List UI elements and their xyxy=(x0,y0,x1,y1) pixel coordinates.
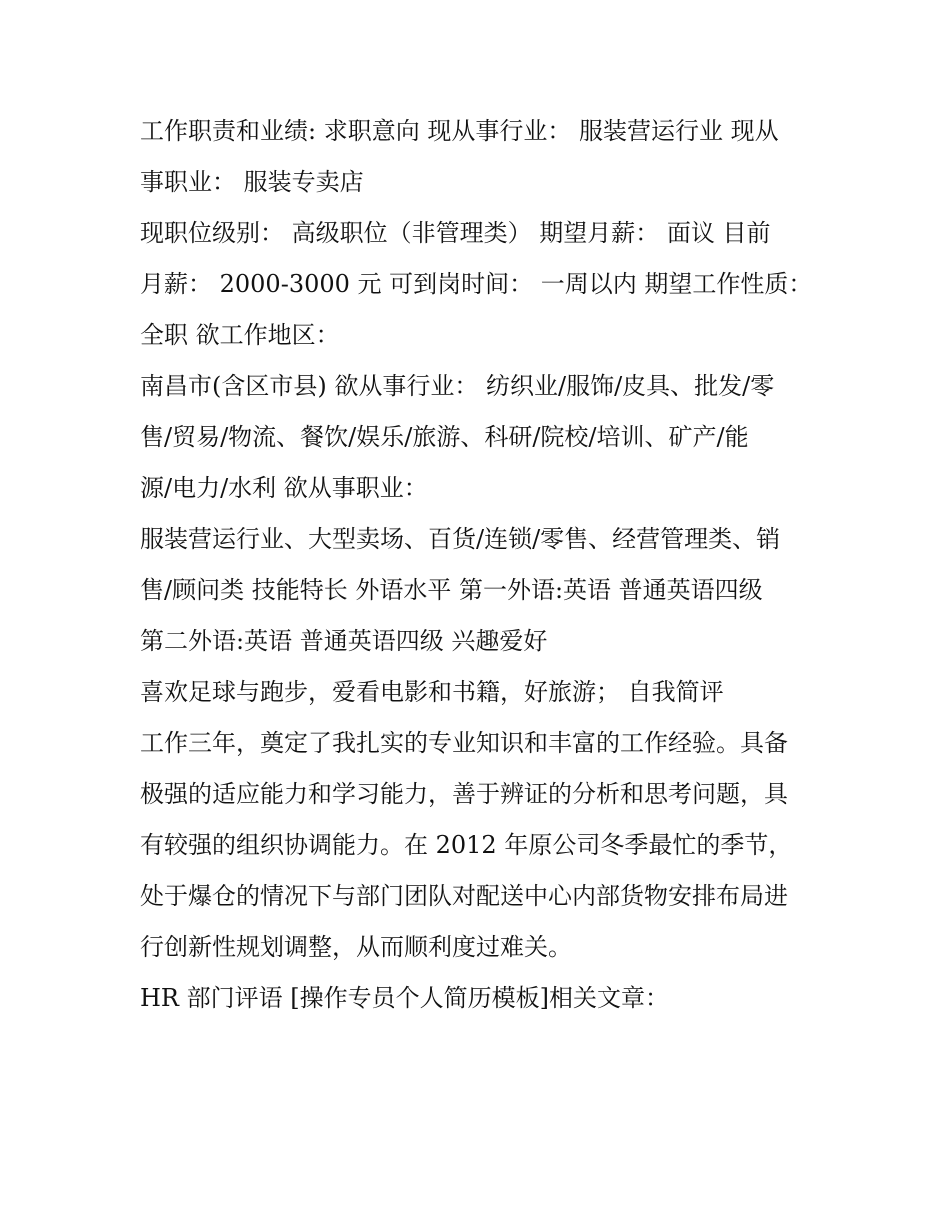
text-line: 处于爆仓的情况下与部门团队对配送中心内部货物安排布局进 xyxy=(140,882,788,910)
text-line: 工作三年，奠定了我扎实的专业知识和丰富的工作经验。具备 xyxy=(140,729,788,757)
text-line: 行创新性规划调整，从而顺利度过难关。 xyxy=(140,933,572,961)
text-line: 售/顾问类 技能特长 外语水平 第一外语:英语 普通英语四级 xyxy=(140,576,763,604)
text-line: 事职业： 服装专卖店 xyxy=(140,168,364,196)
text-line: 服装营运行业、大型卖场、百货/连锁/零售、经营管理类、销 xyxy=(140,525,781,553)
text-line: HR 部门评语 [操作专员个人简历模板]相关文章： xyxy=(140,984,669,1012)
text-line: 现职位级别： 高级职位（非管理类） 期望月薪： 面议 目前 xyxy=(140,219,771,247)
text-line: 有较强的组织协调能力。在 2012 年原公司冬季最忙的季节， xyxy=(140,831,793,859)
text-line: 全职 欲工作地区： xyxy=(140,321,340,349)
text-line: 源/电力/水利 欲从事职业： xyxy=(140,474,428,502)
text-line: 喜欢足球与跑步，爱看电影和书籍，好旅游； 自我简评 xyxy=(140,678,724,706)
text-line: 南昌市(含区市县) 欲从事行业： 纺织业/服饰/皮具、批发/零 xyxy=(140,372,775,400)
text-line: 极强的适应能力和学习能力，善于辨证的分析和思考问题，具 xyxy=(140,780,788,808)
text-line: 月薪： 2000-3000 元 可到岗时间： 一周以内 期望工作性质： xyxy=(140,270,813,298)
text-line: 售/贸易/物流、餐饮/娱乐/旅游、科研/院校/培训、矿产/能 xyxy=(140,423,749,451)
text-line: 第二外语:英语 普通英语四级 兴趣爱好 xyxy=(140,627,548,655)
text-line: 工作职责和业绩: 求职意向 现从事行业： 服装营运行业 现从 xyxy=(140,117,779,145)
document-body xyxy=(140,106,820,1024)
